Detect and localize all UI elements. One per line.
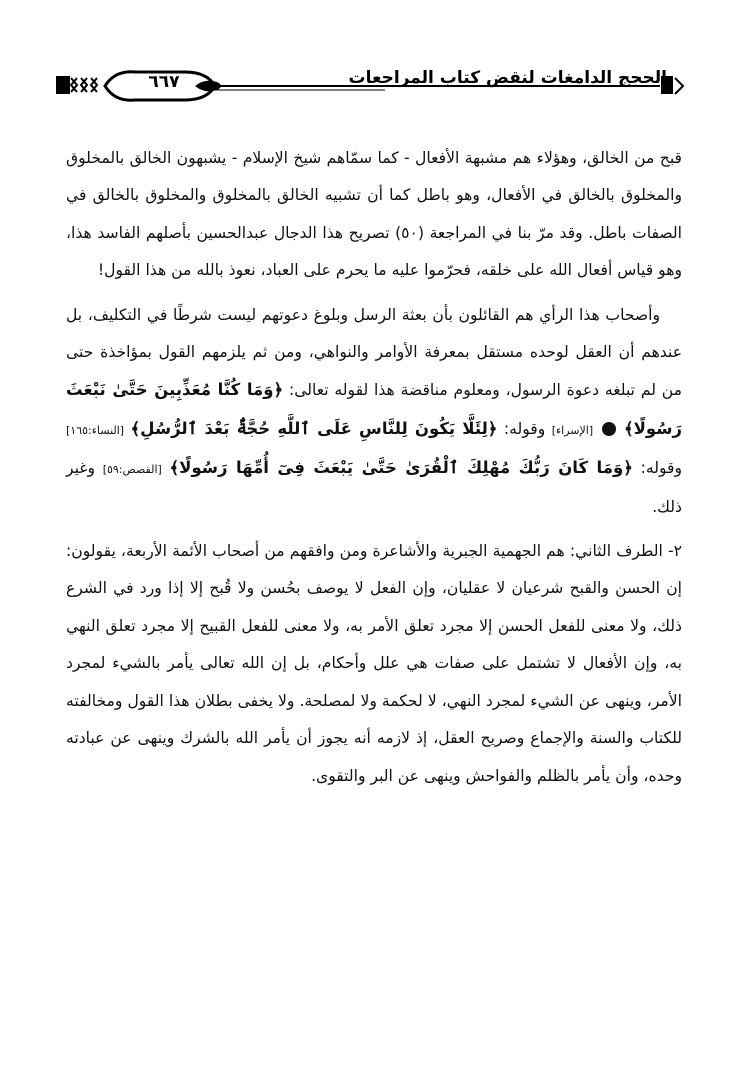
paragraph-1: قبح من الخالق، وهؤلاء هم مشبهة الأفعال - كما سمّاهم شيخ الإسلام - يشبهون الخالق بالمخلوق والمخلوق بالخالق في الأفعال، وهو باطل كما أن تشبيه الخالق بالمخلوق والمخلوق بالخالق في الصفات باطل. وقد مرّ بنا في المراجعة (٥٠) تصريح هذا الدجال عبدالحسين بأصلهم الفاسد هذا، وهو قياس أفعال الله على خلقه، فحرّموا عليه ما يحرم على العباد، نعوذ بالله من هذا القول! bbox=[66, 149, 682, 280]
paragraph-2-connector-1: وقوله: bbox=[497, 419, 552, 438]
paragraph-3: ٢- الطرف الثاني: هم الجهمية الجبرية والأشاعرة ومن وافقهم من أصحاب الأئمة الأربعة، يقولون: إن الحسن والقبح شرعيان لا عقليان، وإن الفعل لا يوصف بحُسن ولا قُبح إلا إذا ورد في الشرع ذلك، ولا معنى للفعل الحسن إلا مجرد تعلق الأمر به، ولا معنى للفعل القبيح إلا مجرد تعلق النهي به، وإن الأفعال لا تشتمل على صفات هي علل وأحكام، بل إن الله تعالى يأمر بالشيء لمجرد الأمر، وينهى عن الشيء لمجرد النهي، لا لحكمة ولا لمصلحة. ولا يخفى بطلان هذا القول ومخالفته للكتاب والسنة والإجماع وصريح العقل، إذ لازمه أنه يجوز أن يأمر الله بالشرك وينهى عن عبادته وحده، وأن يأمر بالظلم والفواحش وينهى عن البر والتقوى. bbox=[66, 542, 682, 785]
verse-reference-2: [النساء:١٦٥] bbox=[66, 423, 125, 437]
verse-number-icon bbox=[602, 422, 616, 436]
page-header bbox=[55, 60, 689, 112]
paragraph-2-text: وأصحاب هذا الرأي هم القائلون بأن بعثة الرسل وبلوغ دعوتهم ليست شرطًا في التكليف، بل عندهم أن العقل لوحده مستقل بمعرفة الأوامر والنواهي، ومن ثم يلزمهم القول بمؤاخذة حتى من لم تبلغه دعوة الرسول، ومعلوم مناقضة هذا لقوله تعالى: bbox=[66, 305, 682, 400]
paragraph-2-connector-2: وقوله: bbox=[632, 459, 682, 478]
paragraph-2 bbox=[66, 297, 682, 526]
left-ornament-icon bbox=[57, 77, 97, 93]
quran-verse-3: ﴿وَمَا كَانَ رَبُّكَ مُهْلِكَ ٱلْقُرَىٰ حَتَّىٰ يَبْعَثَ فِىٓ أُمِّهَا رَسُولًا﴾ bbox=[169, 458, 633, 478]
paragraph-2-ending: وغير ذلك. bbox=[66, 459, 682, 516]
page-number: ٦٦٧ bbox=[148, 72, 180, 92]
quran-verse-2: ﴿لِئَلَّا يَكُونَ لِلنَّاسِ عَلَى ٱللَّهِ حُجَّةٌۢ بَعْدَ ٱلرُّسُلِ﴾ bbox=[130, 418, 498, 438]
page-body bbox=[66, 140, 682, 802]
running-title: الحجج الدامغات لنقض كتاب المراجعات bbox=[348, 68, 667, 88]
verse-reference-1: [الإسراء] bbox=[551, 423, 594, 437]
verse-reference-3: [القصص:٥٩] bbox=[102, 463, 162, 477]
quran-verse-1: ﴿وَمَا كُنَّا مُعَذِّبِينَ حَتَّىٰ نَبْعَثَ رَسُولًا﴾ bbox=[66, 380, 682, 438]
